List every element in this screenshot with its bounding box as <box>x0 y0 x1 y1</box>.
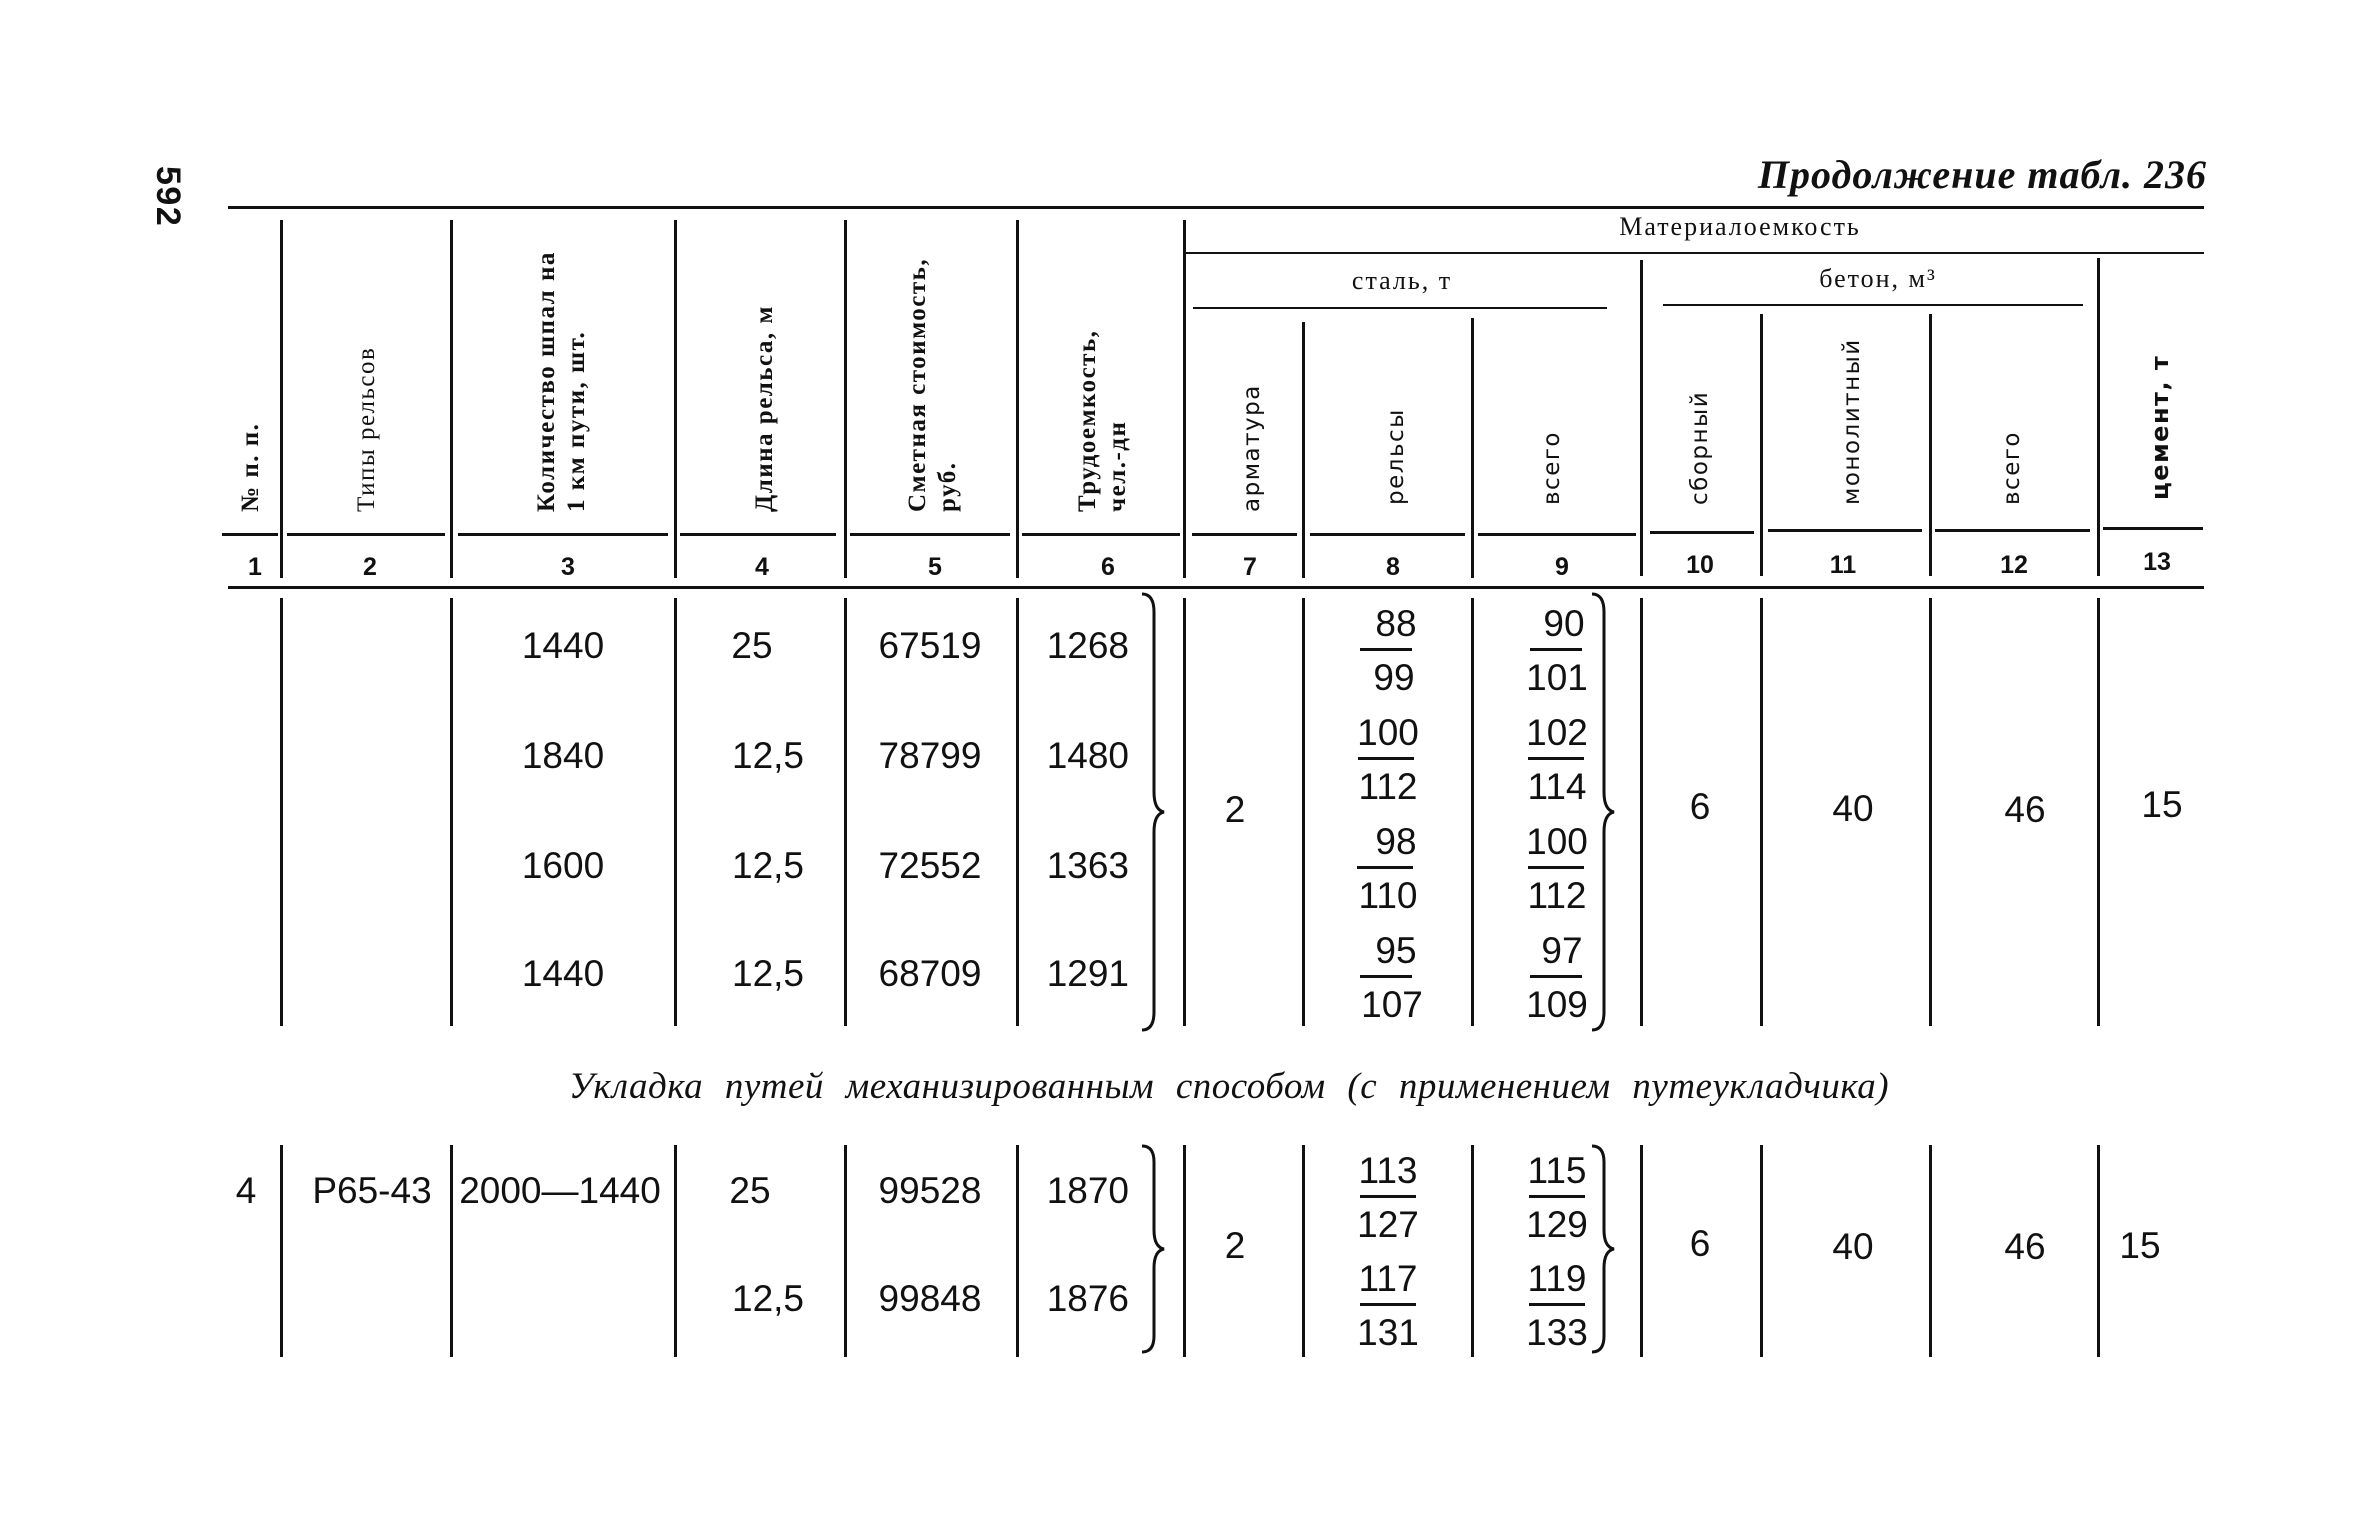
g2-brace-steel <box>1588 1144 1618 1354</box>
col-num-3: 3 <box>561 553 575 581</box>
col-3-label-b: 1 км пути, шт. <box>563 330 590 512</box>
g2-concrete-total: 46 <box>2004 1226 2046 1267</box>
g1-r4-rails-bar <box>1360 975 1412 978</box>
table-caption: Продолжение табл. 236 <box>1757 152 2207 197</box>
g1-r1-sleepers: 1440 <box>521 625 605 666</box>
g1-sep-2 <box>450 598 453 1026</box>
hdr-sep-7 <box>1302 322 1305 578</box>
g1-r4-length: 12,5 <box>731 953 805 994</box>
g1-r1-total-top: 90 <box>1543 603 1585 644</box>
hdr-sep-6 <box>1183 220 1186 578</box>
label-rule-10 <box>1650 531 1754 534</box>
g1-sep-9 <box>1640 598 1643 1026</box>
label-rule-6 <box>1022 533 1180 536</box>
steel-rule <box>1193 307 1607 309</box>
col-5-label-a: Сметная стоимость, <box>904 257 931 512</box>
g2-rail-type: Р65-43 <box>312 1170 432 1211</box>
col-4-label: Длина рельса, м <box>751 305 778 512</box>
g2-r1-rails-top: 113 <box>1358 1150 1418 1191</box>
g2-cement: 15 <box>2119 1225 2161 1266</box>
col-7-label: арматура <box>1239 384 1265 512</box>
g2-sep-1 <box>280 1145 283 1357</box>
label-rule-5 <box>850 533 1010 536</box>
g1-r4-cost: 68709 <box>878 953 982 994</box>
g2-sep-7 <box>1302 1145 1305 1357</box>
g1-concrete-total: 46 <box>2004 789 2046 830</box>
col-num-9: 9 <box>1555 553 1569 581</box>
hdr-sep-10 <box>1760 314 1763 576</box>
g2-brace-labor <box>1138 1144 1168 1354</box>
col-num-5: 5 <box>928 553 942 581</box>
g1-r3-labor: 1363 <box>1046 845 1129 886</box>
label-rule-11 <box>1768 529 1922 532</box>
g2-r1-total-bar <box>1529 1195 1585 1198</box>
g2-r2-total-top: 119 <box>1527 1258 1587 1299</box>
col-12-label: всего <box>1999 430 2025 505</box>
col-num-10: 10 <box>1686 551 1714 579</box>
g1-armature: 2 <box>1224 789 1246 830</box>
col-6-label-b: чел.-дн <box>1104 420 1131 512</box>
g1-r2-cost: 78799 <box>878 735 982 776</box>
g1-r3-length: 12,5 <box>731 845 805 886</box>
g1-monolithic: 40 <box>1832 788 1874 829</box>
hdr-sep-1 <box>280 220 283 578</box>
g1-r1-cost: 67519 <box>878 625 982 666</box>
col-num-7: 7 <box>1243 553 1257 581</box>
page-number: 592 <box>149 166 187 228</box>
g1-r1-labor: 1268 <box>1046 625 1129 666</box>
hdr-sep-2 <box>450 220 453 578</box>
g1-r2-total-top: 102 <box>1526 712 1588 753</box>
label-rule-2 <box>287 533 445 536</box>
g2-monolithic: 40 <box>1832 1226 1874 1267</box>
col-13-label: цемент, т <box>2146 354 2174 500</box>
g1-r4-total-top: 97 <box>1541 930 1583 971</box>
g1-r1-length: 25 <box>731 625 773 666</box>
g2-r1-total-bottom: 129 <box>1526 1204 1588 1245</box>
g2-r2-rails-bottom: 131 <box>1357 1312 1419 1353</box>
g2-r2-total-bar <box>1529 1303 1585 1306</box>
g1-r4-total-bottom: 109 <box>1526 984 1588 1025</box>
hdr-sep-9 <box>1640 260 1643 576</box>
g1-sep-5 <box>1016 598 1019 1026</box>
g1-sep-4 <box>844 598 847 1026</box>
g1-r2-length: 12,5 <box>731 735 805 776</box>
col-num-13: 13 <box>2143 548 2171 576</box>
g1-r1-rails-top: 88 <box>1375 603 1417 644</box>
g2-sep-12 <box>2097 1145 2100 1357</box>
materials-rule <box>1185 252 2204 254</box>
section-title: Укладка путей механизированным способом (с применением путеукладчика) <box>568 1066 1890 1107</box>
g1-r4-rails-bottom: 107 <box>1361 984 1423 1025</box>
g2-r1-rails-bottom: 127 <box>1357 1204 1419 1245</box>
col-5-label-b: руб. <box>934 461 961 512</box>
g1-sep-1 <box>280 598 283 1026</box>
g1-r1-total-bottom: 101 <box>1526 657 1588 698</box>
g1-r2-total-bottom: 114 <box>1527 766 1587 807</box>
g2-r2-labor: 1876 <box>1046 1278 1129 1319</box>
g2-sep-3 <box>674 1145 677 1357</box>
g1-r4-sleepers: 1440 <box>521 953 605 994</box>
label-rule-8 <box>1310 533 1465 536</box>
col-11-label: монолитный <box>1839 338 1865 505</box>
g1-r2-sleepers: 1840 <box>521 735 605 776</box>
g1-cement: 15 <box>2141 784 2183 825</box>
g2-num: 4 <box>235 1170 257 1211</box>
g1-r2-labor: 1480 <box>1046 735 1129 776</box>
col-9-label: всего <box>1539 430 1565 505</box>
g2-sep-8 <box>1471 1145 1474 1357</box>
hdr-sep-11 <box>1929 314 1932 576</box>
g1-r4-total-bar <box>1530 975 1582 978</box>
g2-r2-rails-bar <box>1360 1303 1416 1306</box>
g2-r1-cost: 99528 <box>878 1170 982 1211</box>
g2-sep-6 <box>1183 1145 1186 1357</box>
label-rule-12 <box>1935 529 2090 532</box>
g2-r1-labor: 1870 <box>1046 1170 1129 1211</box>
g2-sep-2 <box>450 1145 453 1357</box>
concrete-rule <box>1663 304 2083 306</box>
g2-sep-10 <box>1760 1145 1763 1357</box>
concrete-title: бетон, м³ <box>1819 264 1937 293</box>
g1-brace-steel <box>1588 592 1618 1032</box>
g2-sep-4 <box>844 1145 847 1357</box>
header-top-rule <box>228 206 2204 209</box>
g1-r3-cost: 72552 <box>878 845 982 886</box>
label-rule-7 <box>1192 533 1297 536</box>
g1-r4-labor: 1291 <box>1046 953 1129 994</box>
col-num-12: 12 <box>2000 551 2028 579</box>
col-num-4: 4 <box>755 553 769 581</box>
hdr-sep-3 <box>674 220 677 578</box>
hdr-sep-4 <box>844 220 847 578</box>
col-6-label-a: Трудоемкость, <box>1074 329 1101 512</box>
g1-r2-rails-top: 100 <box>1357 712 1419 753</box>
col-num-1: 1 <box>248 553 262 581</box>
g2-r1-total-top: 115 <box>1527 1150 1587 1191</box>
hdr-sep-5 <box>1016 220 1019 578</box>
g2-r2-cost: 99848 <box>878 1278 982 1319</box>
g2-r2-total-bottom: 133 <box>1526 1312 1588 1353</box>
label-rule-9 <box>1478 533 1636 536</box>
g1-sep-8 <box>1471 598 1474 1026</box>
g1-r3-total-bottom: 112 <box>1527 875 1587 916</box>
col-num-8: 8 <box>1386 553 1400 581</box>
g1-r3-total-top: 100 <box>1526 821 1588 862</box>
g1-r1-rails-bottom: 99 <box>1373 657 1415 698</box>
g2-r1-length: 25 <box>729 1170 771 1211</box>
g1-r2-total-bar <box>1528 757 1584 760</box>
col-num-11: 11 <box>1829 551 1857 579</box>
g1-r3-rails-bar <box>1357 866 1413 869</box>
label-rule-4 <box>680 533 836 536</box>
col-num-2: 2 <box>363 553 377 581</box>
col-10-label: сборный <box>1687 390 1713 505</box>
g2-sleepers: 2000—1440 <box>459 1170 661 1211</box>
col-num-6: 6 <box>1101 553 1115 581</box>
g1-r1-total-bar <box>1530 648 1582 651</box>
g1-sep-6 <box>1183 598 1186 1026</box>
g1-r1-rails-bar <box>1360 648 1412 651</box>
hdr-sep-8 <box>1471 318 1474 578</box>
g1-prefab: 6 <box>1689 786 1711 827</box>
g1-r2-rails-bar <box>1358 757 1414 760</box>
g1-sep-10 <box>1760 598 1763 1026</box>
label-rule-13 <box>2103 527 2203 530</box>
g1-sep-11 <box>1929 598 1932 1026</box>
g1-r2-rails-bottom: 112 <box>1358 766 1418 807</box>
label-rule-1 <box>222 533 278 536</box>
g1-brace-labor <box>1138 592 1168 1032</box>
g1-sep-7 <box>1302 598 1305 1026</box>
label-rule-3 <box>458 533 668 536</box>
header-bottom-rule <box>228 586 2204 589</box>
g1-r3-rails-top: 98 <box>1375 821 1417 862</box>
col-8-label: рельсы <box>1383 408 1409 505</box>
col-2-label: Типы рельсов <box>353 346 380 512</box>
col-3-label-a: Количество шпал на <box>533 251 560 512</box>
steel-title: сталь, т <box>1351 266 1453 295</box>
g1-sep-3 <box>674 598 677 1026</box>
hdr-sep-12 <box>2097 258 2100 576</box>
g2-r1-rails-bar <box>1360 1195 1416 1198</box>
g2-sep-5 <box>1016 1145 1019 1357</box>
g2-prefab: 6 <box>1689 1223 1711 1264</box>
g2-sep-11 <box>1929 1145 1932 1357</box>
g2-r2-length: 12,5 <box>731 1278 805 1319</box>
g2-sep-9 <box>1640 1145 1643 1357</box>
col-1-label: № п. п. <box>237 422 264 512</box>
g1-r4-rails-top: 95 <box>1375 930 1417 971</box>
g1-r3-total-bar <box>1528 866 1584 869</box>
g1-sep-12 <box>2097 598 2100 1026</box>
materials-title: Материалоемкость <box>1619 212 1861 241</box>
g2-r2-rails-top: 117 <box>1358 1258 1418 1299</box>
g1-r3-sleepers: 1600 <box>521 845 605 886</box>
g1-r3-rails-bottom: 110 <box>1358 875 1418 916</box>
g2-armature: 2 <box>1224 1225 1246 1266</box>
